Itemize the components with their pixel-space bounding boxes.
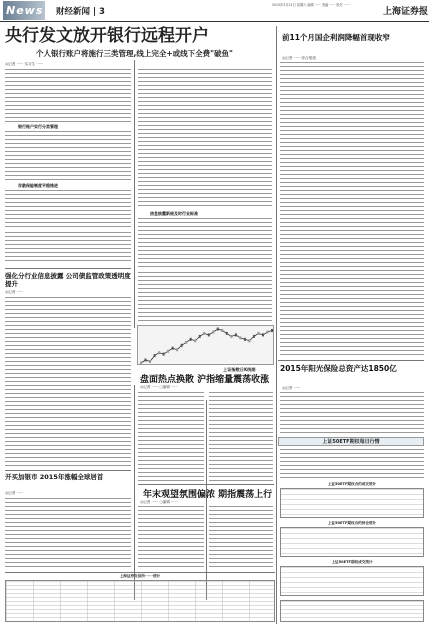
article-title: 前11个月国企利润降幅首现收窄: [282, 33, 390, 42]
chart-candle: [253, 335, 255, 338]
article-text: [209, 506, 273, 568]
chart-title: 上证指数日K线图: [223, 367, 256, 372]
bottom-data-table: [5, 580, 275, 622]
divider: [5, 470, 131, 471]
article-title: 2015年阳光保险总资产达1850亿: [280, 364, 397, 373]
chart-candle: [235, 333, 237, 336]
chart-candle: [239, 336, 241, 339]
article-byline: ◎记者 ······ ○编辑 ······: [140, 385, 178, 389]
article-text: [138, 272, 272, 322]
article-byline: ◎记者 ······: [5, 491, 24, 495]
main-article-text: [5, 69, 131, 123]
chart-candle: [176, 348, 178, 351]
chart-series-line: [141, 329, 272, 363]
article-text: [280, 62, 424, 357]
chart-candle: [181, 344, 183, 347]
chart-candle: [158, 351, 160, 354]
options-table-2: [280, 527, 424, 557]
main-subhead: 个人银行账户将施行三类管理,线上完全+或线下全费"破鱼": [36, 49, 233, 58]
column-rule: [276, 26, 277, 624]
article-text: [138, 392, 204, 482]
table-title: 上证50ETF期权合约持仓统计: [327, 521, 377, 525]
table-title: 上证50ETF期权合约成交统计: [327, 482, 377, 486]
main-article-text: [5, 190, 131, 230]
table-title: 上证50ETF期权成交统计: [331, 560, 373, 564]
chart-candle: [267, 331, 269, 334]
chart-candle: [244, 338, 246, 341]
chart-candle: [208, 333, 210, 336]
main-article-text-col2: [138, 218, 272, 268]
chart-candle: [185, 341, 187, 344]
chart-candle: [199, 335, 201, 338]
newspaper-logo: 上海证券报: [383, 7, 429, 17]
chart-candle: [140, 362, 142, 365]
divider: [278, 360, 424, 361]
article-title: 强化分行业信息披露 公司债监管政策透明度提升: [5, 272, 131, 288]
article-byline: ◎记者 ······: [282, 386, 301, 390]
chart-candle: [203, 332, 205, 335]
chart-candle: [154, 354, 156, 357]
options-table-1: [280, 488, 424, 518]
chart-candle: [145, 359, 147, 362]
chart-candle: [248, 339, 250, 342]
chart-candle: [257, 332, 259, 335]
right-bottom-table: [280, 600, 424, 622]
divider: [5, 268, 131, 269]
article-text: [5, 498, 131, 568]
options-table-3: [280, 566, 424, 596]
chart-candle: [172, 347, 174, 350]
chart-candle: [262, 333, 264, 336]
section-head: 存款保险制度平稳推进: [18, 183, 58, 188]
divider: [5, 572, 275, 573]
article-byline: ◎记者 ······ 综合报道: [282, 56, 316, 60]
section-head: 信息披露新规及时行业标准: [150, 211, 198, 216]
bottom-table-title: 上海证券交易所······统计: [119, 574, 161, 578]
article-byline: ◎记者 ······ ○编辑 ······: [140, 500, 178, 504]
main-article-text-col2: [138, 69, 272, 209]
header-info: 2015年3月21日 星期六 编辑 ······ 美编 ······ 校对 ······: [272, 3, 350, 7]
chart-candle: [226, 332, 228, 335]
chart-candle: [212, 331, 214, 334]
article-title: 年末观望氛围偏浓 期指震荡上行: [143, 490, 273, 500]
article-text: [209, 392, 273, 482]
chart-candle: [163, 353, 165, 356]
section-title: 财经新闻 | 3: [56, 7, 105, 17]
main-byline: ◎记者 ······ 实习生 ······: [5, 62, 44, 66]
main-article-text: [5, 131, 131, 181]
article-text: [280, 392, 424, 434]
chart-candle: [217, 328, 219, 331]
section-head: 银行账户实行分类管理: [18, 124, 58, 129]
article-text: [5, 297, 131, 467]
chart-candle: [149, 360, 151, 363]
chart-candle: [221, 329, 223, 332]
option-quote-box-title: 上证50ETF期权每日行情: [278, 437, 424, 446]
chart-candle: [230, 335, 232, 338]
page-header: [0, 0, 429, 22]
chart-candle: [194, 339, 196, 342]
chart-svg: [138, 326, 275, 366]
box-text: [280, 449, 424, 479]
news-label: News: [3, 1, 45, 20]
article-title: 盘面热点换散 沪指缩量震荡收涨: [140, 375, 270, 385]
divider: [138, 484, 274, 485]
column-rule: [134, 385, 135, 600]
chart-candle: [190, 338, 192, 341]
column-rule: [134, 60, 135, 328]
main-article-text: [5, 232, 131, 264]
index-chart: [137, 325, 274, 365]
article-title: 开买加银市 2015年涨幅全球居首: [5, 473, 104, 481]
article-text: [138, 506, 204, 568]
chart-candle: [271, 329, 273, 332]
column-rule: [206, 400, 207, 600]
main-headline: 央行发文放开银行远程开户: [5, 26, 209, 46]
chart-candle: [167, 350, 169, 353]
article-byline: ◎记者 ······: [5, 290, 24, 294]
